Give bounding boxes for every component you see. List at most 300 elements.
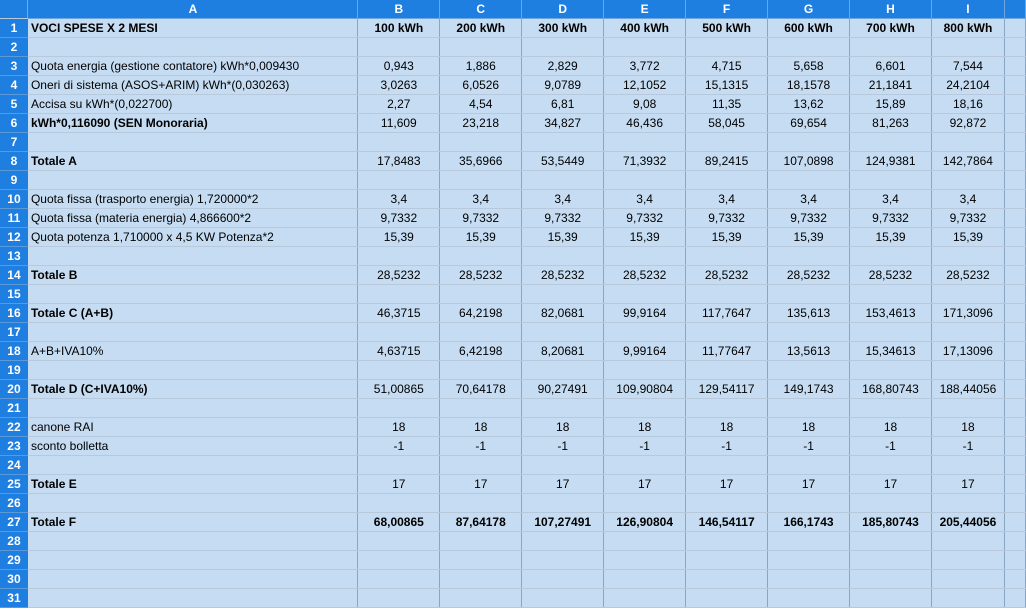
value-cell[interactable] <box>686 532 768 551</box>
overflow-cell[interactable] <box>1004 171 1025 190</box>
value-cell[interactable]: 171,3096 <box>931 304 1004 323</box>
value-cell[interactable]: 28,5232 <box>931 266 1004 285</box>
overflow-cell[interactable] <box>1004 437 1025 456</box>
value-cell[interactable]: 81,263 <box>850 114 932 133</box>
value-cell[interactable]: 9,7332 <box>686 209 768 228</box>
value-cell[interactable] <box>604 361 686 380</box>
value-cell[interactable]: 15,89 <box>850 95 932 114</box>
value-cell[interactable]: 117,7647 <box>686 304 768 323</box>
value-cell[interactable]: 9,7332 <box>604 209 686 228</box>
value-cell[interactable] <box>931 133 1004 152</box>
value-cell[interactable] <box>522 133 604 152</box>
overflow-cell[interactable] <box>1004 247 1025 266</box>
value-cell[interactable] <box>768 38 850 57</box>
value-cell[interactable] <box>358 361 440 380</box>
value-cell[interactable] <box>440 494 522 513</box>
value-cell[interactable] <box>931 532 1004 551</box>
value-cell[interactable] <box>686 247 768 266</box>
overflow-cell[interactable] <box>1004 513 1025 532</box>
row-header[interactable]: 25 <box>0 475 28 494</box>
value-cell[interactable]: 15,39 <box>358 228 440 247</box>
value-cell[interactable]: -1 <box>850 437 932 456</box>
row-label-cell[interactable]: Quota fissa (materia energia) 4,866600*2 <box>28 209 358 228</box>
value-cell[interactable]: 109,90804 <box>604 380 686 399</box>
row-header[interactable]: 22 <box>0 418 28 437</box>
column-header-i[interactable]: I <box>931 0 1004 19</box>
value-cell[interactable] <box>931 570 1004 589</box>
value-cell[interactable]: 17 <box>931 475 1004 494</box>
value-cell[interactable] <box>686 570 768 589</box>
value-cell[interactable]: 17 <box>522 475 604 494</box>
row-header[interactable]: 7 <box>0 133 28 152</box>
value-cell[interactable]: 3,4 <box>686 190 768 209</box>
value-cell[interactable]: 28,5232 <box>850 266 932 285</box>
row-header[interactable]: 15 <box>0 285 28 304</box>
value-cell[interactable] <box>358 38 440 57</box>
value-cell[interactable] <box>604 570 686 589</box>
row-label-cell[interactable]: Totale D (C+IVA10%) <box>28 380 358 399</box>
row-header[interactable]: 27 <box>0 513 28 532</box>
value-cell[interactable]: 9,7332 <box>850 209 932 228</box>
value-cell[interactable]: 200 kWh <box>440 19 522 38</box>
value-cell[interactable]: -1 <box>768 437 850 456</box>
value-cell[interactable] <box>358 285 440 304</box>
value-cell[interactable] <box>604 456 686 475</box>
value-cell[interactable]: 53,5449 <box>522 152 604 171</box>
value-cell[interactable]: -1 <box>931 437 1004 456</box>
value-cell[interactable]: 4,63715 <box>358 342 440 361</box>
value-cell[interactable]: 17,8483 <box>358 152 440 171</box>
value-cell[interactable]: 28,5232 <box>358 266 440 285</box>
value-cell[interactable] <box>686 323 768 342</box>
value-cell[interactable]: 13,62 <box>768 95 850 114</box>
value-cell[interactable] <box>522 532 604 551</box>
overflow-cell[interactable] <box>1004 266 1025 285</box>
row-label-cell[interactable]: kWh*0,116090 (SEN Monoraria) <box>28 114 358 133</box>
value-cell[interactable] <box>522 361 604 380</box>
overflow-cell[interactable] <box>1004 76 1025 95</box>
overflow-cell[interactable] <box>1004 589 1025 608</box>
value-cell[interactable]: 3,4 <box>604 190 686 209</box>
value-cell[interactable]: 24,2104 <box>931 76 1004 95</box>
value-cell[interactable]: 9,7332 <box>768 209 850 228</box>
overflow-cell[interactable] <box>1004 285 1025 304</box>
value-cell[interactable]: 3,0263 <box>358 76 440 95</box>
value-cell[interactable]: 168,80743 <box>850 380 932 399</box>
row-label-cell[interactable]: Accisa su kWh*(0,022700) <box>28 95 358 114</box>
value-cell[interactable]: 2,829 <box>522 57 604 76</box>
value-cell[interactable]: 8,20681 <box>522 342 604 361</box>
overflow-cell[interactable] <box>1004 95 1025 114</box>
value-cell[interactable]: 71,3932 <box>604 152 686 171</box>
overflow-cell[interactable] <box>1004 551 1025 570</box>
row-header[interactable]: 11 <box>0 209 28 228</box>
value-cell[interactable] <box>440 589 522 608</box>
value-cell[interactable] <box>850 133 932 152</box>
value-cell[interactable]: 18 <box>686 418 768 437</box>
row-header[interactable]: 20 <box>0 380 28 399</box>
value-cell[interactable]: 18 <box>440 418 522 437</box>
row-label-cell[interactable]: canone RAI <box>28 418 358 437</box>
value-cell[interactable]: 126,90804 <box>604 513 686 532</box>
value-cell[interactable]: 68,00865 <box>358 513 440 532</box>
row-header[interactable]: 1 <box>0 19 28 38</box>
overflow-cell[interactable] <box>1004 19 1025 38</box>
value-cell[interactable]: 9,7332 <box>440 209 522 228</box>
value-cell[interactable] <box>850 38 932 57</box>
row-label-cell[interactable] <box>28 247 358 266</box>
value-cell[interactable] <box>686 361 768 380</box>
value-cell[interactable] <box>850 532 932 551</box>
value-cell[interactable] <box>604 247 686 266</box>
value-cell[interactable]: 135,613 <box>768 304 850 323</box>
overflow-cell[interactable] <box>1004 532 1025 551</box>
value-cell[interactable]: 34,827 <box>522 114 604 133</box>
value-cell[interactable] <box>440 399 522 418</box>
overflow-cell[interactable] <box>1004 342 1025 361</box>
value-cell[interactable]: 17 <box>440 475 522 494</box>
value-cell[interactable] <box>931 247 1004 266</box>
row-label-cell[interactable] <box>28 171 358 190</box>
value-cell[interactable]: 5,658 <box>768 57 850 76</box>
column-header-b[interactable]: B <box>358 0 440 19</box>
value-cell[interactable]: 9,7332 <box>931 209 1004 228</box>
value-cell[interactable] <box>440 456 522 475</box>
row-label-cell[interactable] <box>28 361 358 380</box>
value-cell[interactable] <box>440 171 522 190</box>
value-cell[interactable]: 46,436 <box>604 114 686 133</box>
value-cell[interactable]: 46,3715 <box>358 304 440 323</box>
row-label-cell[interactable]: Totale B <box>28 266 358 285</box>
value-cell[interactable] <box>440 570 522 589</box>
column-header-a[interactable]: A <box>28 0 358 19</box>
value-cell[interactable] <box>768 399 850 418</box>
row-label-cell[interactable] <box>28 532 358 551</box>
value-cell[interactable] <box>931 361 1004 380</box>
overflow-cell[interactable] <box>1004 304 1025 323</box>
row-header[interactable]: 10 <box>0 190 28 209</box>
value-cell[interactable] <box>440 38 522 57</box>
value-cell[interactable]: 6,81 <box>522 95 604 114</box>
value-cell[interactable] <box>850 551 932 570</box>
row-label-cell[interactable]: sconto bolletta <box>28 437 358 456</box>
value-cell[interactable] <box>604 589 686 608</box>
row-label-cell[interactable] <box>28 494 358 513</box>
value-cell[interactable]: 28,5232 <box>686 266 768 285</box>
value-cell[interactable] <box>850 285 932 304</box>
value-cell[interactable] <box>931 551 1004 570</box>
value-cell[interactable]: 15,39 <box>686 228 768 247</box>
value-cell[interactable]: 15,39 <box>768 228 850 247</box>
overflow-cell[interactable] <box>1004 570 1025 589</box>
row-label-cell[interactable] <box>28 589 358 608</box>
value-cell[interactable] <box>850 247 932 266</box>
value-cell[interactable]: 300 kWh <box>522 19 604 38</box>
value-cell[interactable]: 23,218 <box>440 114 522 133</box>
row-header[interactable]: 16 <box>0 304 28 323</box>
value-cell[interactable]: 17 <box>604 475 686 494</box>
value-cell[interactable]: 18 <box>768 418 850 437</box>
value-cell[interactable]: 600 kWh <box>768 19 850 38</box>
value-cell[interactable]: 3,4 <box>358 190 440 209</box>
overflow-cell[interactable] <box>1004 228 1025 247</box>
row-label-cell[interactable]: A+B+IVA10% <box>28 342 358 361</box>
value-cell[interactable] <box>522 570 604 589</box>
row-header[interactable]: 23 <box>0 437 28 456</box>
value-cell[interactable]: 129,54117 <box>686 380 768 399</box>
value-cell[interactable] <box>522 589 604 608</box>
value-cell[interactable] <box>358 570 440 589</box>
row-header[interactable]: 19 <box>0 361 28 380</box>
value-cell[interactable]: 35,6966 <box>440 152 522 171</box>
row-label-cell[interactable] <box>28 38 358 57</box>
value-cell[interactable] <box>522 456 604 475</box>
value-cell[interactable] <box>931 285 1004 304</box>
value-cell[interactable]: 92,872 <box>931 114 1004 133</box>
value-cell[interactable]: 153,4613 <box>850 304 932 323</box>
value-cell[interactable]: 9,7332 <box>522 209 604 228</box>
value-cell[interactable]: 28,5232 <box>604 266 686 285</box>
value-cell[interactable]: 18 <box>850 418 932 437</box>
row-header[interactable]: 21 <box>0 399 28 418</box>
value-cell[interactable]: 6,42198 <box>440 342 522 361</box>
value-cell[interactable] <box>604 38 686 57</box>
overflow-cell[interactable] <box>1004 209 1025 228</box>
value-cell[interactable] <box>686 133 768 152</box>
value-cell[interactable]: 17,13096 <box>931 342 1004 361</box>
row-label-cell[interactable]: Totale E <box>28 475 358 494</box>
overflow-cell[interactable] <box>1004 57 1025 76</box>
overflow-cell[interactable] <box>1004 190 1025 209</box>
row-header[interactable]: 2 <box>0 38 28 57</box>
value-cell[interactable]: 69,654 <box>768 114 850 133</box>
value-cell[interactable]: 15,1315 <box>686 76 768 95</box>
value-cell[interactable] <box>604 551 686 570</box>
value-cell[interactable] <box>440 532 522 551</box>
select-all-corner[interactable] <box>0 0 28 19</box>
value-cell[interactable]: 18 <box>358 418 440 437</box>
overflow-cell[interactable] <box>1004 494 1025 513</box>
value-cell[interactable]: 1,886 <box>440 57 522 76</box>
value-cell[interactable]: -1 <box>604 437 686 456</box>
value-cell[interactable] <box>768 494 850 513</box>
row-label-cell[interactable]: Totale C (A+B) <box>28 304 358 323</box>
value-cell[interactable] <box>686 494 768 513</box>
value-cell[interactable] <box>358 456 440 475</box>
overflow-cell[interactable] <box>1004 418 1025 437</box>
value-cell[interactable]: 51,00865 <box>358 380 440 399</box>
value-cell[interactable]: 166,1743 <box>768 513 850 532</box>
overflow-cell[interactable] <box>1004 152 1025 171</box>
value-cell[interactable] <box>604 494 686 513</box>
value-cell[interactable]: 3,4 <box>522 190 604 209</box>
value-cell[interactable]: 87,64178 <box>440 513 522 532</box>
overflow-cell[interactable] <box>1004 323 1025 342</box>
value-cell[interactable] <box>931 589 1004 608</box>
value-cell[interactable]: 82,0681 <box>522 304 604 323</box>
value-cell[interactable]: 9,99164 <box>604 342 686 361</box>
column-header-h[interactable]: H <box>850 0 932 19</box>
value-cell[interactable] <box>440 285 522 304</box>
value-cell[interactable]: 18,16 <box>931 95 1004 114</box>
value-cell[interactable]: 400 kWh <box>604 19 686 38</box>
value-cell[interactable]: 100 kWh <box>358 19 440 38</box>
value-cell[interactable]: 0,943 <box>358 57 440 76</box>
value-cell[interactable]: 64,2198 <box>440 304 522 323</box>
value-cell[interactable] <box>931 38 1004 57</box>
value-cell[interactable] <box>358 399 440 418</box>
value-cell[interactable]: 21,1841 <box>850 76 932 95</box>
row-header[interactable]: 13 <box>0 247 28 266</box>
row-label-cell[interactable]: Oneri di sistema (ASOS+ARIM) kWh*(0,030263) <box>28 76 358 95</box>
value-cell[interactable] <box>850 570 932 589</box>
value-cell[interactable]: 4,54 <box>440 95 522 114</box>
value-cell[interactable]: 18,1578 <box>768 76 850 95</box>
value-cell[interactable] <box>604 399 686 418</box>
value-cell[interactable] <box>850 456 932 475</box>
row-header[interactable]: 26 <box>0 494 28 513</box>
row-label-cell[interactable] <box>28 399 358 418</box>
value-cell[interactable]: 9,08 <box>604 95 686 114</box>
value-cell[interactable] <box>440 361 522 380</box>
value-cell[interactable]: 28,5232 <box>768 266 850 285</box>
value-cell[interactable]: 3,4 <box>850 190 932 209</box>
value-cell[interactable] <box>358 133 440 152</box>
value-cell[interactable] <box>768 247 850 266</box>
overflow-cell[interactable] <box>1004 456 1025 475</box>
value-cell[interactable]: 4,715 <box>686 57 768 76</box>
value-cell[interactable]: 58,045 <box>686 114 768 133</box>
value-cell[interactable]: 18 <box>931 418 1004 437</box>
value-cell[interactable] <box>686 38 768 57</box>
value-cell[interactable] <box>768 589 850 608</box>
value-cell[interactable] <box>358 171 440 190</box>
value-cell[interactable]: -1 <box>440 437 522 456</box>
value-cell[interactable] <box>768 532 850 551</box>
value-cell[interactable]: 12,1052 <box>604 76 686 95</box>
row-header[interactable]: 18 <box>0 342 28 361</box>
value-cell[interactable]: 146,54117 <box>686 513 768 532</box>
value-cell[interactable] <box>686 171 768 190</box>
value-cell[interactable] <box>604 171 686 190</box>
value-cell[interactable]: 700 kWh <box>850 19 932 38</box>
value-cell[interactable]: 2,27 <box>358 95 440 114</box>
row-header[interactable]: 28 <box>0 532 28 551</box>
value-cell[interactable]: 70,64178 <box>440 380 522 399</box>
column-header-g[interactable]: G <box>768 0 850 19</box>
value-cell[interactable]: 89,2415 <box>686 152 768 171</box>
row-label-cell[interactable] <box>28 285 358 304</box>
value-cell[interactable]: 500 kWh <box>686 19 768 38</box>
value-cell[interactable]: 3,4 <box>931 190 1004 209</box>
value-cell[interactable] <box>768 133 850 152</box>
row-label-cell[interactable]: Totale A <box>28 152 358 171</box>
value-cell[interactable] <box>522 247 604 266</box>
row-label-cell[interactable] <box>28 133 358 152</box>
overflow-cell[interactable] <box>1004 380 1025 399</box>
value-cell[interactable]: 15,39 <box>522 228 604 247</box>
value-cell[interactable]: 15,39 <box>931 228 1004 247</box>
row-label-cell[interactable]: Quota potenza 1,710000 x 4,5 KW Potenza*2 <box>28 228 358 247</box>
row-header[interactable]: 6 <box>0 114 28 133</box>
value-cell[interactable]: 6,0526 <box>440 76 522 95</box>
value-cell[interactable] <box>931 171 1004 190</box>
value-cell[interactable] <box>604 532 686 551</box>
value-cell[interactable]: 149,1743 <box>768 380 850 399</box>
value-cell[interactable]: 11,609 <box>358 114 440 133</box>
overflow-cell[interactable] <box>1004 399 1025 418</box>
value-cell[interactable] <box>358 494 440 513</box>
column-header-overflow[interactable] <box>1004 0 1025 19</box>
value-cell[interactable]: 17 <box>850 475 932 494</box>
value-cell[interactable]: 99,9164 <box>604 304 686 323</box>
value-cell[interactable] <box>768 323 850 342</box>
row-label-cell[interactable] <box>28 570 358 589</box>
value-cell[interactable] <box>931 399 1004 418</box>
value-cell[interactable] <box>768 551 850 570</box>
column-header-f[interactable]: F <box>686 0 768 19</box>
value-cell[interactable]: 3,4 <box>440 190 522 209</box>
row-header[interactable]: 5 <box>0 95 28 114</box>
value-cell[interactable]: 11,77647 <box>686 342 768 361</box>
value-cell[interactable]: 7,544 <box>931 57 1004 76</box>
value-cell[interactable] <box>850 361 932 380</box>
row-label-cell[interactable] <box>28 323 358 342</box>
value-cell[interactable]: -1 <box>686 437 768 456</box>
row-header[interactable]: 30 <box>0 570 28 589</box>
value-cell[interactable] <box>850 494 932 513</box>
value-cell[interactable]: 107,0898 <box>768 152 850 171</box>
value-cell[interactable]: 17 <box>768 475 850 494</box>
value-cell[interactable] <box>768 285 850 304</box>
row-label-cell[interactable]: VOCI SPESE X 2 MESI <box>28 19 358 38</box>
value-cell[interactable]: 124,9381 <box>850 152 932 171</box>
row-label-cell[interactable]: Quota energia (gestione contatore) kWh*0,009430 <box>28 57 358 76</box>
value-cell[interactable]: 185,80743 <box>850 513 932 532</box>
row-label-cell[interactable] <box>28 551 358 570</box>
value-cell[interactable]: 17 <box>686 475 768 494</box>
value-cell[interactable] <box>440 133 522 152</box>
value-cell[interactable] <box>686 551 768 570</box>
value-cell[interactable]: 3,4 <box>768 190 850 209</box>
value-cell[interactable] <box>604 323 686 342</box>
value-cell[interactable] <box>358 532 440 551</box>
value-cell[interactable]: 107,27491 <box>522 513 604 532</box>
value-cell[interactable] <box>686 399 768 418</box>
value-cell[interactable] <box>850 589 932 608</box>
overflow-cell[interactable] <box>1004 361 1025 380</box>
row-header[interactable]: 8 <box>0 152 28 171</box>
value-cell[interactable]: -1 <box>358 437 440 456</box>
value-cell[interactable]: 3,772 <box>604 57 686 76</box>
row-label-cell[interactable]: Quota fissa (trasporto energia) 1,720000*2 <box>28 190 358 209</box>
row-header[interactable]: 31 <box>0 589 28 608</box>
row-header[interactable]: 12 <box>0 228 28 247</box>
row-header[interactable]: 9 <box>0 171 28 190</box>
column-header-d[interactable]: D <box>522 0 604 19</box>
value-cell[interactable]: 205,44056 <box>931 513 1004 532</box>
value-cell[interactable] <box>358 589 440 608</box>
row-label-cell[interactable]: Totale F <box>28 513 358 532</box>
column-header-e[interactable]: E <box>604 0 686 19</box>
value-cell[interactable] <box>768 456 850 475</box>
value-cell[interactable] <box>850 171 932 190</box>
value-cell[interactable] <box>522 494 604 513</box>
value-cell[interactable] <box>604 285 686 304</box>
value-cell[interactable]: 90,27491 <box>522 380 604 399</box>
value-cell[interactable] <box>686 285 768 304</box>
overflow-cell[interactable] <box>1004 114 1025 133</box>
